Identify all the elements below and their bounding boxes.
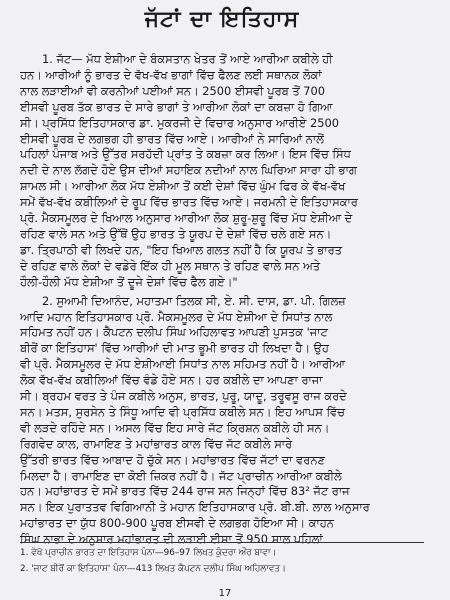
text-line: ਲੋਕ ਵੱਖ-ਵੱਖ ਕਬੀਲਿਆਂ ਵਿੱਚ ਵੰਡੇ ਹੋਏ ਸਨ। ਹਰ ਕਬੀਲੇ ਦਾ ਆਪਣਾ ਰਾਜਾ: [20, 373, 323, 388]
text-line: ਨਦੀ ਦੇ ਨਾਲ ਲੱਗਦੇ ਹੋਏ ਉਸ ਦੀਆਂ ਸਹਾਇਕ ਨਦੀਆਂ ਨਾਲ ਘਿਰਿਆ ਸਾਰਾ ਹੀ ਭਾਗ: [20, 163, 357, 178]
text-line: ਸੀ। ਬ੍ਰਹਮ ਵਰਤ ਤੇ ਪੰਜ ਕਬੀਲੇ ਅਨੁਸ, ਭਾਰਤ, ਪੁਰੂ, ਯਾਦੂ, ਤਰੂਵਸੂ ਰਾਜ ਕਰਦੇ: [20, 389, 347, 404]
text-line: ਰਹਿਣ ਵਾਲੇ ਸਨ ਅਤੇ ਉੱਥੋਂ ਉਹ ਭਾਰਤ ਤੇ ਯੂਰਪ ਦੇ ਦੇਸ਼ਾਂ ਵਿੱਚ ਚਲੇ ਗਏ ਸਨ।: [20, 226, 332, 241]
text-line: ਉੱਤਰੀ ਭਾਰਤ ਵਿੱਚ ਆਬਾਦ ਹੋ ਚੁੱਕੇ ਸਨ। ਮਹਾਂਭਾਰਤ ਵਿੱਚ ਜੱਟਾਂ ਦਾ ਵਰਨਣ: [20, 452, 325, 467]
text-line: ਮਹਾਂਭਾਰਤ ਦਾ ਯੁੱਧ 800-900 ਪੂਰਬ ਈਸਵੀ ਦੇ ਲਗਭਗ ਹੋਇਆ ਸੀ। ਕਾਹਨ: [20, 516, 334, 531]
text-line: ਸੀ। ਪ੍ਰਸਿੱਧ ਇਤਿਹਾਸਕਾਰ ਡਾ. ਮੁਕਰਜੀ ਦੇ ਵਿਚਾਰ ਅਨੁਸਾਰ ਆਰੀਏ 2500: [20, 115, 339, 130]
text-line: ਦੇ ਰਹਿਣ ਵਾਲੇ ਲੋਕਾਂ ਦੇ ਵਡੇਰੇ ਇੱਕ ਹੀ ਮੂਲ ਸਥਾਨ ਤੇ ਰਹਿਣ ਵਾਲੇ ਸਨ ਅਤੇ: [20, 258, 321, 273]
text-line: 1. ਜੱਟ— ਮੱਧ ਏਸ਼ੀਆ ਦੇ ਬੰਕਸਤਾਨ ਖੇਤਰ ਤੋਂ ਆਏ ਆਰੀਆ ਕਬੀਲੇ ਹੀ: [42, 52, 333, 66]
chapter-title: ਜੱਟਾਂ ਦਾ ਇਤਿਹਾਸ: [144, 7, 300, 32]
text-line: ਈਸਵੀ ਪੂਰਬ ਦੇ ਲਗਭਗ ਹੀ ਭਾਰਤ ਵਿੱਚ ਆਏ। ਆਰੀਆਂ ਨੇ ਸਾਰਿਆਂ ਨਾਲੋਂ: [20, 131, 324, 146]
text-line: ਸਿੰਘ ਨਾਭਾ ਦੇ ਅਨੁਸਾਰ ਮਹਾਂਭਾਰਤ ਦੀ ਲੜਾਈ ਈਸਾ ਤੋਂ 950 ਸਾਲ ਪਹਿਲਾਂ: [20, 532, 323, 547]
text-line: ਬੀਰੋਂ ਕਾ ਇਤਿਹਾਸ' ਵਿੱਚ ਆਰੀਆਂ ਦੀ ਮਾਤ ਭੂਮੀ ਭਾਰਤ ਹੀ ਲਿਖਦਾ ਹੈ। ਉਹ: [20, 341, 329, 356]
text-line: ਮਿਲਦਾ ਹੈ। ਰਾਮਾਇਣ ਦਾ ਕੋਈ ਜ਼ਿਕਰ ਨਹੀਂ ਹੈ। ਜੱਟ ਪ੍ਰਾਚੀਨ ਆਰੀਆ ਕਬੀਲੇ: [20, 468, 342, 483]
footnote-1: 1. ਵੇਖੋ ਪ੍ਰਾਚੀਨ ਭਾਰਤ ਦਾ ਇਤਿਹਾਸ ਪੰਨਾ—96–97 ਲਿਖਤ ਕੁੰਦਰਾ ਔਰ ਬਾਵਾ।: [20, 548, 277, 558]
text-line: ਪ੍ਰੋ. ਮੈਕਸਮੂਲਰ ਦੇ ਖਿਆਲ ਅਨੁਸਾਰ ਆਰੀਆ ਲੋਕ ਸ਼ੁਰੂ-ਸ਼ੁਰੂ ਵਿੱਚ ਮੱਧ ਏਸ਼ੀਆ ਦੇ: [20, 211, 353, 226]
page-number: 17: [218, 588, 232, 599]
text-line: 2. ਸੁਆਮੀ ਦਿਆਨੰਦ, ਮਹਾਤਮਾ ਤਿਲਕ ਸੀ, ਏ. ਸੀ. ਦਾਸ, ਡਾ. ਪੀ. ਗਿਲਜ਼: [42, 293, 346, 308]
text-line: ਵੀ ਪ੍ਰੋ. ਮੈਕਸਮੂਲਰ ਦੇ ਮੱਧ ਏਸ਼ੀਆਈ ਸਿਧਾਂਤ ਨਾਲ ਸਹਿਮਤ ਨਹੀਂ ਹੈ। ਆਰੀਆ: [20, 357, 345, 372]
footnote-2: 2. 'ਜਾਟ ਬੀਰੋਂ ਕਾ ਇਤਿਹਾਸ' ਪੰਨਾ—413 ਲਿਖਤ ਕੈਪਟਨ ਦਲੀਪ ਸਿੰਘ ਅਹਿਲਾਵਤ।: [20, 564, 286, 574]
paragraph-1: [20, 52, 424, 291]
text-line: ਹਨ। ਆਰੀਆਂ ਨੂੰ ਭਾਰਤ ਦੇ ਵੱਖ-ਵੱਖ ਭਾਗਾਂ ਵਿੱਚ ਫੈਲਣ ਲਈ ਸਥਾਨਕ ਲੋਕਾਂ: [20, 67, 322, 82]
text-line: ਹਨ। ਮਹਾਂਭਾਰਤ ਦੇ ਸਮੇਂ ਭਾਰਤ ਵਿੱਚ 244 ਰਾਜ ਸਨ ਜਿਨ੍ਹਾਂ ਵਿੱਚ 83² ਜੱਟ ਰਾਜ: [20, 484, 350, 499]
text-line: ਸਹਿਮਤ ਨਹੀਂ ਹਨ। ਕੈਪਟਨ ਦਲੀਪ ਸਿੰਘ ਅਹਿਲਾਵਤ ਆਪਣੀ ਪੁਸਤਕ 'ਜਾਟ: [20, 325, 328, 340]
text-line: ਸਨ। ਮਤਸ, ਸੁਰਸੇਨ ਤੇ ਸਿੰਧੂ ਆਦਿ ਵੀ ਪ੍ਰਸਿੱਧ ਕਬੀਲੇ ਸਨ। ਇਹ ਆਪਸ ਵਿੱਚ: [20, 404, 345, 419]
text-line: ਵੀ ਲੜਦੇ ਰਹਿੰਦੇ ਸਨ। ਅਸਲ ਵਿੱਚ ਇਹ ਸਾਰੇ ਜੱਟ ਕ੍ਰਿਸ਼ਨ ਕਬੀਲੇ ਹੀ ਸਨ।: [20, 420, 330, 435]
text-line: ਆਦਿ ਮਹਾਨ ਇਤਿਹਾਸਕਾਰ ਪ੍ਰੋ. ਮੈਕਸਮੂਲਰ ਦੇ ਮੱਧ ਏਸ਼ੀਆ ਦੇ ਸਿਧਾਂਤ ਨਾਲ: [20, 309, 333, 324]
footnotes: [20, 542, 424, 577]
text-line: ਸ਼ਾਮਲ ਸੀ। ਆਰੀਆ ਲੋਕ ਮੱਧ ਏਸ਼ੀਆ ਤੋਂ ਕਈ ਦੇਸ਼ਾਂ ਵਿੱਚ ਘੁੰਮ ਫਿਰ ਕੇ ਵੱਖ-ਵੱਖ: [20, 179, 346, 194]
text-line: ਸਨ। ਇਕ ਪੁਰਾਤਤਵ ਵਿਗਿਆਨੀ ਤੇ ਮਹਾਨ ਇਤਿਹਾਸਕਾਰ ਪ੍ਰੋ. ਬੀ.ਬੀ. ਲਾਲ ਅਨੁਸਾਰ: [20, 500, 370, 515]
text-line: ਈਸਵੀ ਪੂਰਬ ਤੱਕ ਭਾਰਤ ਦੇ ਸਾਰੇ ਭਾਗਾਂ ਤੇ ਆਰੀਆ ਲੋਕਾਂ ਦਾ ਕਬਜ਼ਾ ਹੋ ਗਿਆ: [20, 99, 333, 114]
text-line: ਪਹਿਲਾਂ ਪੰਜਾਬ ਅਤੇ ਉੱਤਰ ਸਰਹੱਦੀ ਪ੍ਰਾਂਤ ਤੇ ਕਬਜ਼ਾ ਕਰ ਲਿਆ। ਇਸ ਵਿੱਚ ਸਿੰਧ: [20, 147, 351, 162]
page-body: [20, 52, 424, 548]
text-line: ਡਾ. ਤ੍ਰਿਪਾਠੀ ਵੀ ਲਿਖਦੇ ਹਨ, "ਇਹ ਖਿਆਲ ਗਲਤ ਨਹੀਂ ਹੈ ਕਿ ਯੂਰਪ ਤੇ ਭਾਰਤ: [20, 242, 342, 257]
text-line: ਰਿਗਵੇਦ ਕਾਲ, ਰਾਮਾਇਣ ਤੇ ਮਹਾਂਭਾਰਤ ਕਾਲ ਵਿੱਚ ਜੱਟ ਕਬੀਲੇ ਸਾਰੇ: [20, 436, 293, 451]
text-line: ਸਮੇਂ ਵੱਖ-ਵੱਖ ਕਬੀਲਿਆਂ ਦੇ ਰੂਪ ਵਿੱਚ ਭਾਰਤ ਵਿੱਚ ਆਏ। ਜਰਮਨੀ ਦੇ ਇਤਿਹਾਸਕਾਰ: [20, 195, 358, 210]
text-line: ਹੌਲੀ-ਹੌਲੀ ਮੱਧ ਏਸ਼ੀਆ ਤੋਂ ਦੂਜੇ ਦੇਸ਼ਾਂ ਵਿੱਚ ਫੈਲ ਗਏ।": [20, 274, 238, 289]
text-line: ਨਾਲ ਲੜਾਈਆਂ ਵੀ ਕਰਨੀਆਂ ਪਈਆਂ ਸਨ। 2500 ਈਸਵੀ ਪੂਰਬ ਤੋਂ 700: [20, 83, 326, 98]
paragraph-2: [20, 294, 424, 549]
